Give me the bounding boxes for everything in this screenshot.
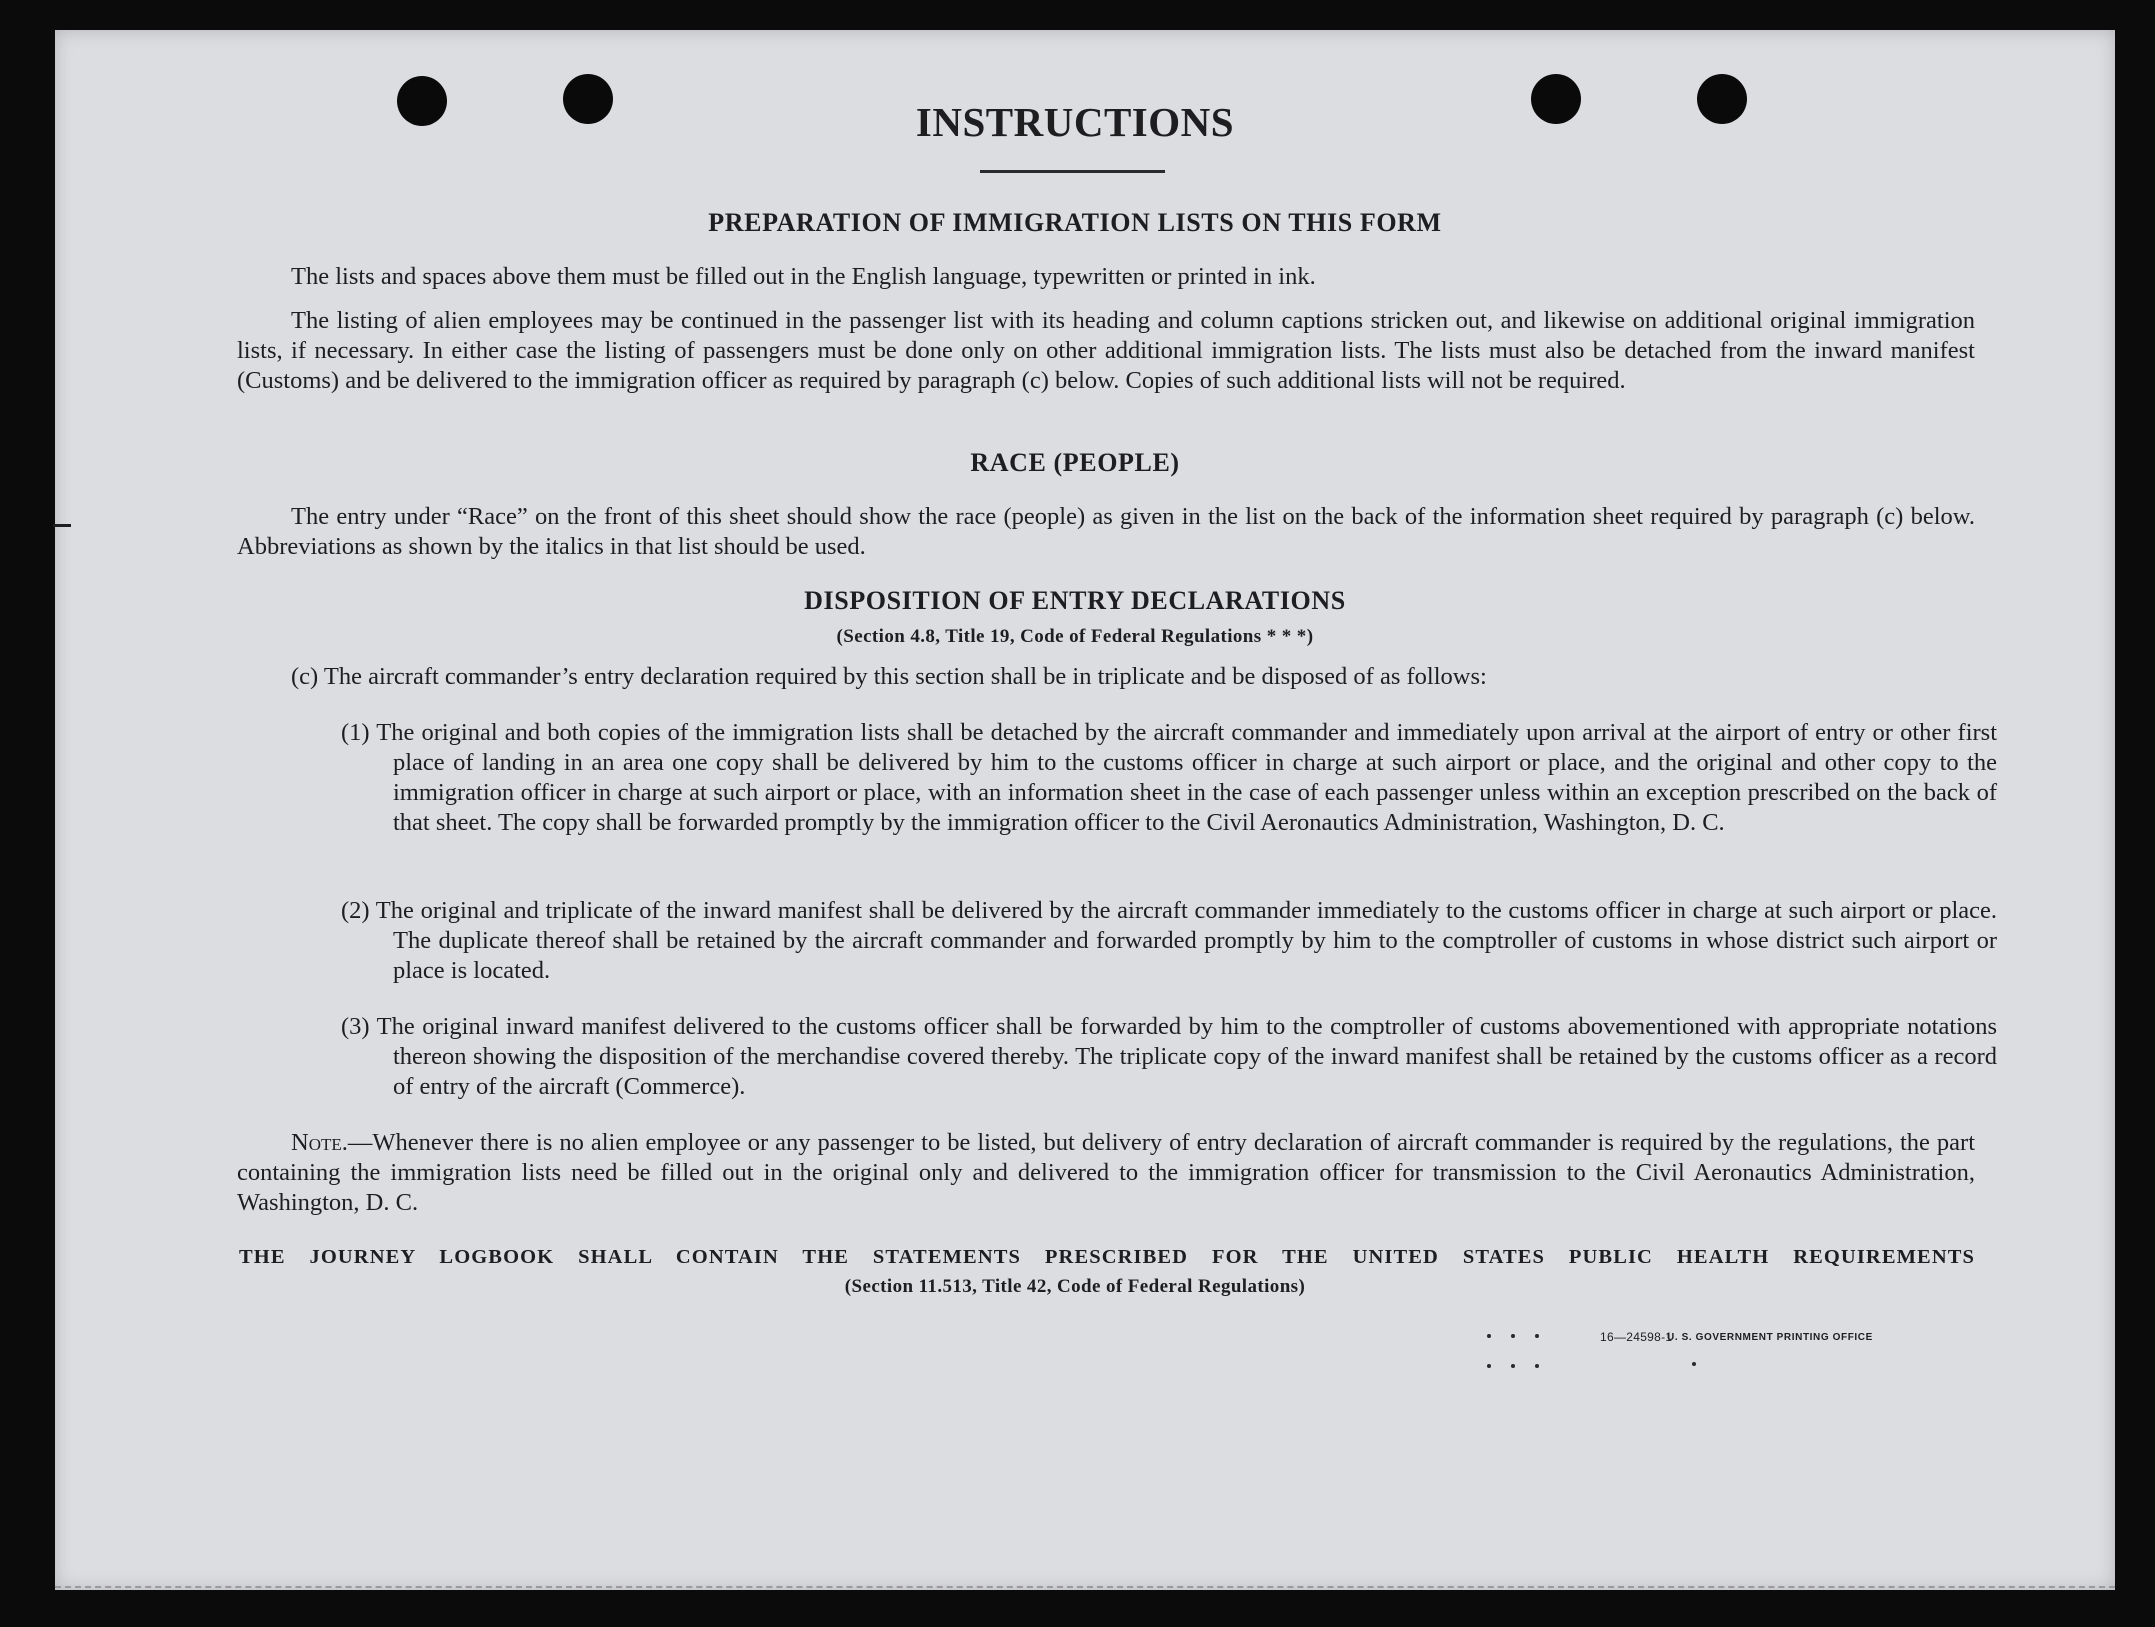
printer-imprint: U. S. GOVERNMENT PRINTING OFFICE	[1667, 1332, 1873, 1343]
print-dot	[1511, 1364, 1515, 1368]
document-page	[55, 30, 2115, 1590]
note-paragraph	[237, 1128, 1975, 1218]
disposition-item-2: (2) The original and triplicate of the inward manifest shall be delivered by the aircraft commander immediately to the customs officer in charge at such airport or place. The duplicate thereof shall be retained by the aircraft commander and forwarded promptly by him to the comptroller of customs in whose district such airport or place is located.	[341, 897, 1997, 984]
race-paragraph: The entry under “Race” on the front of this sheet should show the race (people) as given in the list on the back of the information sheet required by paragraph (c) below. Abbreviations as shown by the italics in that list should be used.	[237, 503, 1975, 560]
print-dot	[1535, 1334, 1539, 1338]
disposition-item-1: (1) The original and both copies of the immigration lists shall be detached by the aircraft commander and immediately upon arrival at the airport of entry or other first place of landing in an area one copy shall be delivered by him to the customs officer in charge at such airport or place, and the original and other copy to the immigration officer in charge at such airport or place, with an information sheet in the case of each passenger unless within an exception prescribed on the back of that sheet. The copy shall be forwarded promptly by the immigration officer to the Civil Aeronautics Administration, Washington, D. C.	[341, 719, 1997, 836]
disposition-heading: DISPOSITION OF ENTRY DECLARATIONS	[804, 586, 1346, 615]
form-code: 16—24598-1	[1600, 1330, 1673, 1344]
disposition-item-3: (3) The original inward manifest delivered to the customs officer shall be forwarded by him to the comptroller of customs abovementioned with appropriate notations thereon showing the disposition of the merchandise covered thereby. The triplicate copy of the inward manifest shall be retained by the customs officer as a record of entry of the aircraft (Commerce).	[341, 1013, 1997, 1100]
preparation-paragraph-1: The lists and spaces above them must be filled out in the English language, typewritten or printed in ink.	[291, 263, 1316, 290]
race-heading: RACE (PEOPLE)	[970, 448, 1180, 477]
title-underline	[980, 170, 1165, 173]
disposition-citation: (Section 4.8, Title 19, Code of Federal Regulations * * *)	[836, 626, 1314, 647]
margin-mark	[53, 524, 71, 527]
page-edge	[55, 1586, 2115, 1588]
note-text: —Whenever there is no alien employee or any passenger to be listed, but delivery of entry declaration of aircraft commander is required by the regulations, the part containing the immigration lists need be filled out in the original only and delivered to the immigration officer for transmission to the Civil Aeronautics Administration, Washington, D. C.	[237, 1129, 1975, 1216]
print-dot	[1692, 1362, 1696, 1366]
document-title: INSTRUCTIONS	[915, 99, 1235, 145]
print-dot	[1487, 1334, 1491, 1338]
print-dot	[1511, 1334, 1515, 1338]
print-dot	[1535, 1364, 1539, 1368]
preparation-paragraph-2: The listing of alien employees may be continued in the passenger list with its heading and column captions stricken out, and likewise on additional original immigration lists, if necessary. In either case the listing of passengers must be done only on other additional immigration lists. The lists must also be detached from the inward manifest (Customs) and be delivered to the immigration officer as required by paragraph (c) below. Copies of such additional lists will not be required.	[237, 307, 1975, 394]
print-dot	[1487, 1364, 1491, 1368]
note-label: Note.	[291, 1129, 348, 1156]
preparation-heading: PREPARATION OF IMMIGRATION LISTS ON THIS FORM	[708, 208, 1442, 237]
health-citation: (Section 11.513, Title 42, Code of Federal Regulations)	[844, 1276, 1306, 1297]
health-statement: THE JOURNEY LOGBOOK SHALL CONTAIN THE STATEMENTS PRESCRIBED FOR THE UNITED STATES PUBLIC HEALTH REQUIREMENTS	[239, 1246, 1975, 1268]
disposition-intro: (c) The aircraft commander’s entry declaration required by this section shall be in triplicate and be disposed of as follows:	[291, 663, 1487, 690]
